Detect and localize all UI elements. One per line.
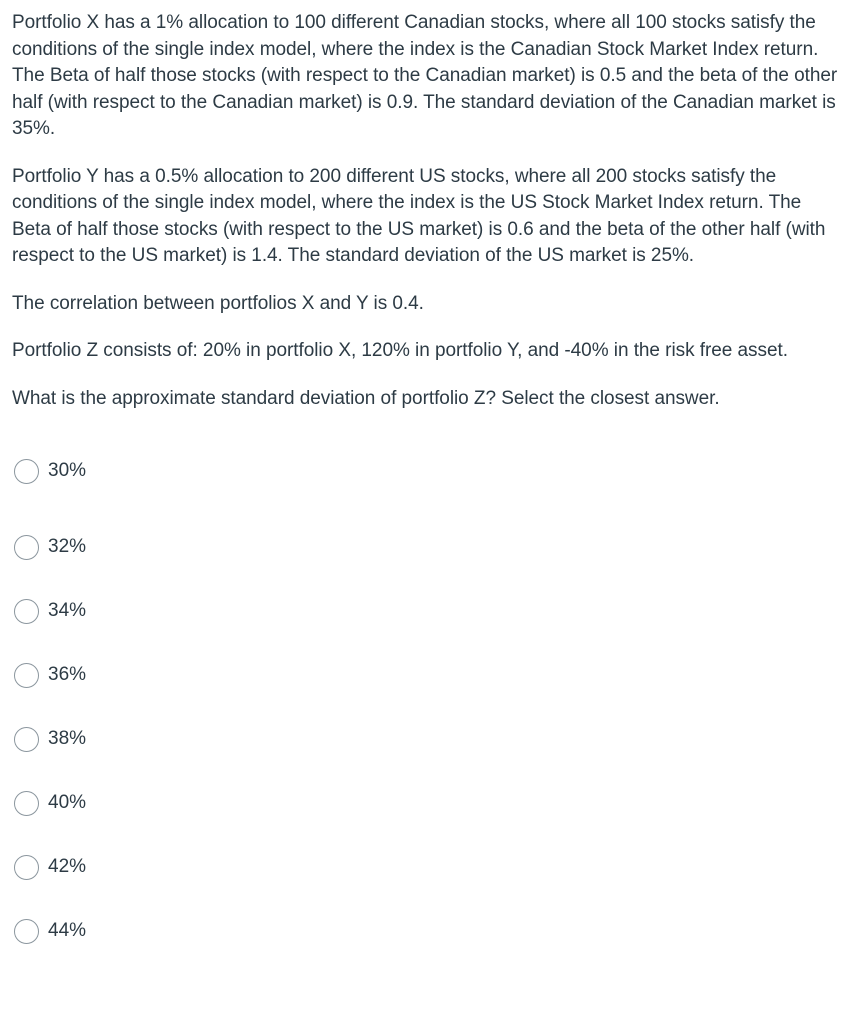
answer-option-44[interactable] (14, 899, 843, 963)
question-paragraph-correlation: The correlation between portfolios X and Y is 0.4. (12, 292, 424, 314)
answer-options (12, 451, 843, 963)
answer-option-36[interactable] (14, 643, 843, 707)
answer-label: 44% (48, 920, 87, 941)
radio-button[interactable] (14, 535, 39, 560)
radio-button[interactable] (14, 727, 39, 752)
answer-label: 38% (48, 728, 87, 749)
answer-label: 36% (48, 664, 87, 685)
answer-option-30[interactable] (14, 451, 843, 491)
radio-button[interactable] (14, 791, 39, 816)
question-paragraph-portfolio-x: Portfolio X has a 1% allocation to 100 different Canadian stocks, where all 100 stocks satisfy the conditions of the single index model, where the index is the Canadian Stock Market Index return. The Beta of half those stocks (with respect to the Canadian market) is 0.5 and the beta of the other half (with respect to the Canadian market) is 0.9. The standard deviation of the Canadian market is 35%. (12, 12, 838, 139)
radio-button[interactable] (14, 919, 39, 944)
answer-label: 32% (48, 536, 87, 557)
answer-option-34[interactable] (14, 579, 843, 643)
radio-button[interactable] (14, 663, 39, 688)
radio-button[interactable] (14, 599, 39, 624)
answer-option-32[interactable] (14, 515, 843, 579)
question-text (12, 10, 843, 412)
answer-option-38[interactable] (14, 707, 843, 771)
question-prompt: What is the approximate standard deviation of portfolio Z? Select the closest answer. (12, 387, 720, 409)
answer-label: 30% (48, 460, 87, 481)
radio-button[interactable] (14, 855, 39, 880)
question-paragraph-portfolio-z: Portfolio Z consists of: 20% in portfolio X, 120% in portfolio Y, and -40% in the risk free asset. (12, 340, 788, 361)
answer-label: 34% (48, 600, 87, 621)
answer-label: 42% (48, 856, 87, 877)
answer-option-42[interactable] (14, 835, 843, 899)
answer-label: 40% (48, 792, 87, 813)
radio-button[interactable] (14, 459, 39, 484)
answer-option-40[interactable] (14, 771, 843, 835)
question-paragraph-portfolio-y: Portfolio Y has a 0.5% allocation to 200 different US stocks, where all 200 stocks satisfy the conditions of the single index model, where the index is the US Stock Market Index return. The Beta of half those stocks (with respect to the US market) is 0.6 and the beta of the other half (with respect to the US market) is 1.4. The standard deviation of the US market is 25%. (12, 165, 826, 266)
